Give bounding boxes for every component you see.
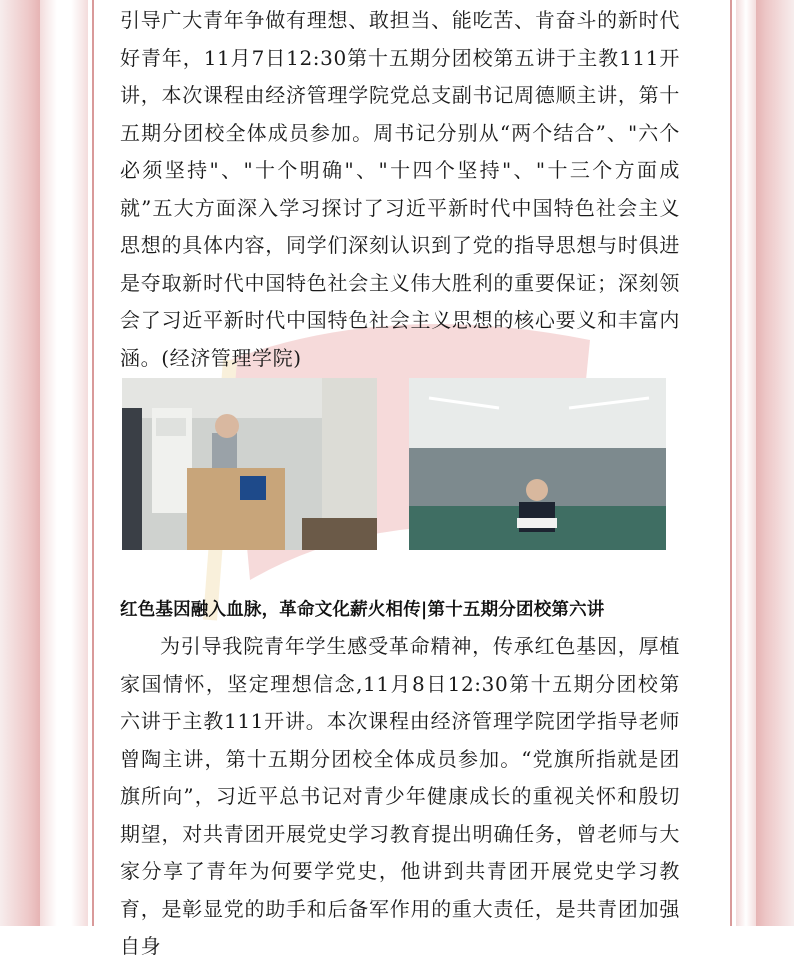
photo-row	[120, 378, 680, 550]
section-heading: 红色基因融入血脉，革命文化薪火相传|第十五期分团校第六讲	[120, 600, 605, 620]
right-border-outer	[756, 0, 794, 926]
lecturer-at-podium-photo	[122, 378, 377, 550]
article-paragraph: 引导广大青年争做有理想、敢担当、能吃苦、肯奋斗的新时代好青年，11月7日12:30第十五期分团校第五讲于主教111开讲，本次课程由经济管理学院党总支副书记周德顺主讲，第十五期分团校全体成员参加。周书记分别从“两个结合”、"六个必须坚持"、"十个明确"、"十四个坚持"、"十三个方面成就”五大方面深入学习探讨了习近平新时代中国特色社会主义思想的具体内容，同学们深刻认识到了党的指导思想与时俱进是夺取新时代中国特色社会主义伟大胜利的重要保证；深刻领会了习近平新时代中国特色社会主义思想的核心要义和丰富内涵。(经济管理学院)	[120, 8, 680, 370]
right-border-line	[730, 0, 732, 926]
right-border-inner	[736, 0, 756, 926]
classroom-audience-photo	[409, 378, 666, 550]
left-border-inner	[40, 0, 88, 926]
left-border-outer	[0, 0, 40, 926]
left-border-line	[92, 0, 94, 926]
article-paragraph: 为引导我院青年学生感受革命精神，传承红色基因，厚植家国情怀，坚定理想信念,11月8日12:30第十五期分团校第六讲于主教111开讲。本次课程由经济管理学院团学指导老师曾陶主讲，第十五期分团校全体成员参加。“党旗所指就是团旗所向”，习近平总书记对青少年健康成长的重视关怀和殷切期望，对共青团开展党史学习教育提出明确任务，曾老师与大家分享了青年为何要学党史，他讲到共青团开展党史学习教育，是彰显党的助手和后备军作用的重大责任，是共青团加强自身	[120, 634, 680, 958]
